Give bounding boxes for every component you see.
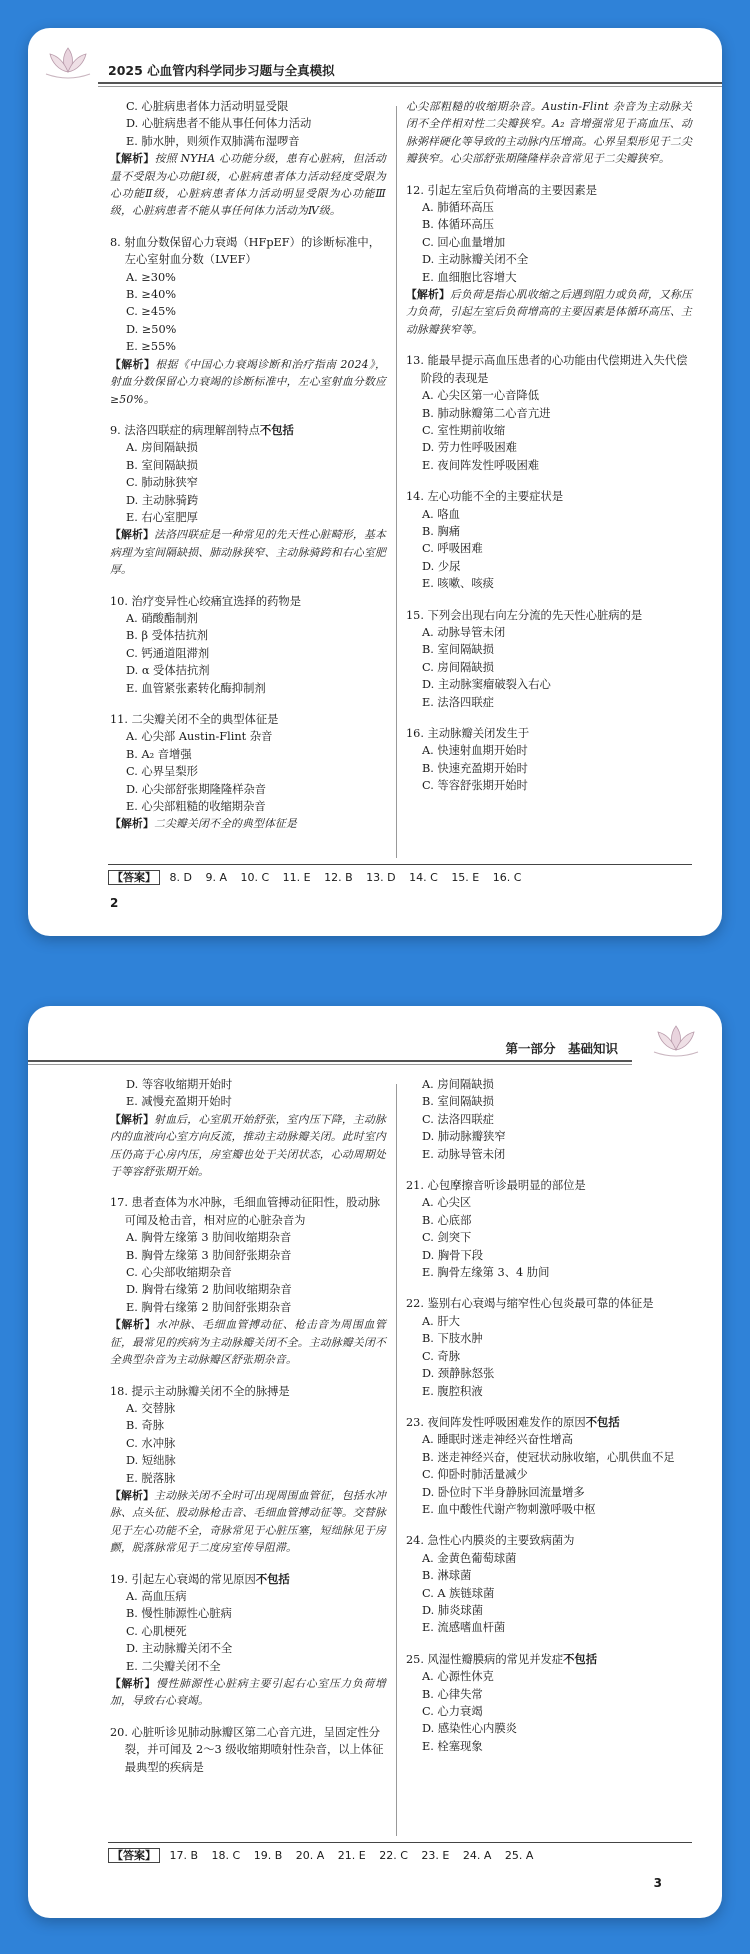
- option: B. 慢性肺源性心脏病: [126, 1607, 232, 1621]
- option: D. 劳力性呼吸困难: [422, 441, 517, 455]
- lotus-logo-icon: [42, 42, 94, 82]
- option: E. 右心室肥厚: [126, 510, 198, 524]
- option: B. β 受体拮抗剂: [126, 629, 209, 643]
- answer-item: 23. E: [421, 1849, 450, 1862]
- stem-text: 19. 引起左心衰竭的常见原因: [110, 1572, 256, 1586]
- option: D. 主动脉瓣关闭不全: [422, 253, 529, 267]
- option: C. 水冲脉: [126, 1436, 176, 1450]
- answer-item: 25. A: [504, 1849, 534, 1862]
- analysis-tag: 【解析】: [110, 1677, 157, 1690]
- question-9: [110, 422, 386, 579]
- option: A. 交替脉: [126, 1401, 176, 1415]
- question-stem: 15. 下列会出现右向左分流的先天性心脏病的是: [406, 608, 643, 622]
- option: E. 栓塞现象: [422, 1739, 483, 1753]
- option: B. 室间隔缺损: [422, 1095, 494, 1109]
- answer-item: 15. E: [451, 871, 480, 884]
- option: A. 心源性休克: [422, 1670, 494, 1684]
- answer-item: 16. C: [492, 871, 522, 884]
- question-stem: 16. 主动脉瓣关闭发生于: [406, 727, 530, 740]
- option: C. 仰卧时肺活量减少: [422, 1468, 528, 1482]
- header-rule-thin: [28, 1064, 632, 1065]
- option: E. 胸骨右缘第 2 肋间舒张期杂音: [126, 1300, 292, 1314]
- option: B. ≥40%: [126, 288, 177, 302]
- option: B. 下肢水肿: [422, 1332, 483, 1346]
- book-page-2: [28, 28, 722, 936]
- question-14: [406, 488, 692, 592]
- stem-emphasis: 不包括: [563, 1652, 598, 1666]
- option: A. 心尖区第一心音降低: [422, 389, 540, 403]
- question-stem: 10. 治疗变异性心绞痛宜选择的药物是: [110, 594, 302, 608]
- answer-key-label: 【答案】: [108, 1848, 160, 1863]
- analysis: [110, 1487, 386, 1557]
- question-stem: 18. 提示主动脉瓣关闭不全的脉搏是: [110, 1384, 290, 1398]
- question-21: [406, 1177, 692, 1281]
- question-20-options: [406, 1076, 692, 1163]
- question-20: [110, 1724, 386, 1776]
- answer-item: 18. C: [211, 1849, 241, 1862]
- option: B. A₂ 音增强: [126, 747, 192, 761]
- analysis-tag: 【解析】: [110, 817, 154, 831]
- option: C. ≥45%: [126, 305, 176, 319]
- lotus-logo-icon: [650, 1020, 702, 1060]
- option: D. α 受体拮抗剂: [126, 664, 210, 678]
- option: B. 肺动脉瓣第二心音亢进: [422, 406, 551, 420]
- left-column: [110, 98, 386, 847]
- option: D. 卧位时下半身静脉回流量增多: [422, 1485, 585, 1499]
- option: C. 肺动脉狭窄: [126, 476, 198, 490]
- question-25: [406, 1651, 692, 1755]
- analysis-text: 慢性肺源性心脏病主要引起右心室压力负荷增加，导致右心衰竭。: [110, 1677, 386, 1708]
- analysis-text: 主动脉关闭不全时可出现周围血管征，包括水冲脉、点头征、股动脉枪击音、毛细血管搏动征等。交替脉见于左心功能不全，奇脉常见于心脏压塞，短绌脉见于房颤，脱落脉常见于二度房室传导阻滞。: [110, 1488, 386, 1555]
- stem-text: 23. 夜间阵发性呼吸困难发作的原因: [406, 1415, 586, 1429]
- option: C. 心界呈梨形: [126, 765, 198, 779]
- question-8: [110, 234, 386, 408]
- option: A. ≥30%: [126, 270, 176, 284]
- option: C. 室性期前收缩: [422, 423, 506, 437]
- option: A. 金黄色葡萄球菌: [422, 1551, 517, 1565]
- option: D. 主动脉瓣关闭不全: [126, 1642, 233, 1656]
- column-divider: [396, 106, 397, 858]
- question-stem: 22. 鉴别右心衰竭与缩窄性心包炎最可靠的体征是: [406, 1297, 654, 1311]
- header-title: 第一部分 基础知识: [505, 1041, 618, 1056]
- answer-key: [108, 1842, 692, 1869]
- option: C. 钙通道阻滞剂: [126, 646, 210, 660]
- option: D. 胸骨右缘第 2 肋间收缩期杂音: [126, 1283, 292, 1297]
- option: B. 奇脉: [126, 1419, 165, 1433]
- question-stem: 11. 二尖瓣关闭不全的典型体征是: [110, 713, 279, 726]
- right-column: [406, 98, 692, 809]
- analysis-tag: 【解析】: [110, 152, 155, 166]
- analysis-tag: 【解析】: [110, 357, 156, 371]
- option: B. 迷走神经兴奋，使冠状动脉收缩，心肌供血不足: [422, 1450, 675, 1464]
- option: E. 肺水肿，则须作双肺满布湿啰音: [126, 134, 300, 148]
- option: E. 血管紧张素转化酶抑制剂: [126, 681, 266, 695]
- question-10: [110, 593, 386, 697]
- analysis-text: 二尖瓣关闭不全的典型体征是: [154, 817, 297, 831]
- analysis: [110, 1675, 386, 1710]
- header-rule: [98, 82, 722, 84]
- option: C. 等容舒张期开始时: [422, 779, 528, 793]
- question-17: [110, 1194, 386, 1368]
- option: C. 剑突下: [422, 1231, 472, 1245]
- question-stem: [110, 1571, 386, 1588]
- option: C. 奇脉: [422, 1349, 461, 1363]
- answer-item: 11. E: [282, 871, 311, 884]
- answer-item: 22. C: [379, 1849, 408, 1862]
- option: B. 胸痛: [422, 524, 461, 538]
- option: A. 房间隔缺损: [422, 1078, 494, 1091]
- question-stem: 21. 心包摩擦音听诊最明显的部位是: [406, 1179, 586, 1193]
- analysis-text: 根据《中国心力衰竭诊断和治疗指南 2024》，射血分数保留心力衰竭的诊断标准中，左心室射血分数应≥50%。: [110, 357, 386, 406]
- analysis: [110, 1111, 386, 1181]
- question-stem: 17. 患者查体为水冲脉，毛细血管搏动征阳性，股动脉可闻及枪击音，相对应的心脏杂音为: [110, 1196, 381, 1227]
- question-stem: 14. 左心功能不全的主要症状是: [406, 490, 564, 504]
- analysis: [110, 526, 386, 578]
- page-number: 2: [110, 896, 119, 910]
- analysis: [110, 1316, 386, 1368]
- column-divider: [396, 1084, 397, 1836]
- option: D. 感染性心内膜炎: [422, 1722, 517, 1736]
- analysis-tag: 【解析】: [110, 1488, 155, 1502]
- answer-item: 24. A: [462, 1849, 492, 1862]
- option: B. 快速充盈期开始时: [422, 761, 528, 775]
- answer-item: 8. D: [169, 871, 192, 884]
- stem-text: 25. 风湿性瓣膜病的常见并发症: [406, 1652, 564, 1666]
- option: E. 血细胞比容增大: [422, 270, 517, 284]
- answer-item: 10. C: [240, 871, 270, 884]
- analysis: [406, 286, 692, 338]
- option: D. 胸骨下段: [422, 1248, 484, 1262]
- question-stem: [110, 422, 386, 439]
- option: A. 高血压病: [126, 1589, 187, 1603]
- stem-text: 9. 法洛四联症的病理解剖特点: [110, 423, 260, 437]
- option: B. 室间隔缺损: [126, 458, 198, 472]
- option: B. 胸骨左缘第 3 肋间舒张期杂音: [126, 1248, 292, 1262]
- answer-item: 13. D: [366, 871, 396, 884]
- analysis-tag: 【解析】: [110, 1112, 155, 1126]
- question-stem: 20. 心脏听诊见肺动脉瓣区第二心音亢进，呈固定性分裂，并可闻及 2～3 级收缩期喷射性杂音，以上体征最典型的疾病是: [110, 1725, 384, 1774]
- option: A. 肺循环高压: [422, 201, 494, 215]
- analysis: [110, 815, 386, 832]
- page-header: [28, 1006, 722, 1074]
- option: A. 咯血: [422, 507, 460, 521]
- option: D. 心尖部舒张期隆隆样杂音: [126, 782, 267, 796]
- answer-item: 14. C: [409, 871, 438, 884]
- header-rule: [28, 1060, 632, 1062]
- question-stem: 8. 射血分数保留心力衰竭（HFpEF）的诊断标准中，左心室射血分数（LVEF）: [110, 235, 381, 267]
- option: D. ≥50%: [126, 322, 177, 336]
- answer-item: 12. B: [324, 871, 353, 884]
- question-stem: [406, 1414, 692, 1431]
- option: D. 肺动脉瓣狭窄: [422, 1130, 506, 1144]
- question-18: [110, 1383, 386, 1557]
- question-stem: [406, 1651, 692, 1668]
- question-15: [406, 607, 692, 711]
- option: C. A 族链球菌: [422, 1586, 495, 1600]
- answer-key-label: 【答案】: [108, 870, 160, 885]
- option: C. 心力衰竭: [422, 1705, 483, 1718]
- book-page-3: [28, 1006, 722, 1918]
- analysis-text: 按照 NYHA 心功能分级，患有心脏病，但活动量不受限为心功能Ⅰ级，心脏病患者体力活动轻度受限为心功能Ⅱ级，心脏病患者体力活动明显受限为心功能Ⅲ级，心脏病患者不能从事任何体力活动为Ⅳ级。: [110, 152, 386, 218]
- option: D. 肺炎球菌: [422, 1603, 484, 1617]
- question-7-tail: [110, 98, 386, 220]
- option: E. 心尖部粗糙的收缩期杂音: [126, 800, 266, 814]
- question-stem: 13. 能最早提示高血压患者的心功能由代偿期进入失代偿阶段的表现是: [406, 354, 688, 385]
- option: E. 动脉导管未闭: [422, 1147, 506, 1161]
- option: B. 淋球菌: [422, 1569, 472, 1583]
- option: E. 流感嗜血杆菌: [422, 1621, 506, 1635]
- option: E. 二尖瓣关闭不全: [126, 1659, 221, 1673]
- option: A. 动脉导管未闭: [422, 625, 506, 639]
- option: C. 房间隔缺损: [422, 660, 494, 674]
- page-header: [28, 28, 722, 96]
- option: B. 体循环高压: [422, 218, 494, 232]
- option: A. 硝酸酯制剂: [126, 611, 198, 625]
- option: A. 心尖部 Austin-Flint 杂音: [126, 730, 273, 744]
- option: E. 脱落脉: [126, 1471, 176, 1485]
- question-13: [406, 352, 692, 474]
- answer-item: 19. B: [253, 1849, 283, 1862]
- question-24: [406, 1532, 692, 1636]
- stem-emphasis: 不包括: [255, 1572, 290, 1586]
- question-11-continued: [406, 98, 692, 168]
- stem-emphasis: 不包括: [259, 423, 294, 437]
- option: B. 室间隔缺损: [422, 643, 494, 657]
- option: A. 快速射血期开始时: [422, 744, 528, 758]
- option: E. ≥55%: [126, 340, 177, 354]
- left-column: [110, 1076, 386, 1790]
- analysis-tag: 【解析】: [406, 288, 450, 302]
- question-23: [406, 1414, 692, 1518]
- option: A. 房间隔缺损: [126, 441, 198, 455]
- question-16: [406, 725, 692, 795]
- option: A. 睡眠时迷走神经兴奋性增高: [422, 1433, 573, 1447]
- option: A. 肝大: [422, 1314, 460, 1328]
- question-11: [110, 711, 386, 833]
- question-12: [406, 182, 692, 339]
- option: C. 呼吸困难: [422, 542, 483, 556]
- option: E. 血中酸性代谢产物刺激呼吸中枢: [422, 1502, 596, 1516]
- option: D. 心脏病患者不能从事任何体力活动: [126, 117, 312, 131]
- answer-item: 17. B: [169, 1849, 199, 1862]
- header-rule-thin: [98, 86, 722, 87]
- option: B. 心底部: [422, 1213, 472, 1227]
- option: C. 法洛四联症: [422, 1112, 494, 1126]
- option: C. 心脏病患者体力活动明显受限: [126, 100, 289, 113]
- option: E. 腹腔积液: [422, 1384, 483, 1398]
- question-22: [406, 1295, 692, 1399]
- stem-emphasis: 不包括: [585, 1415, 620, 1429]
- option: D. 主动脉窦瘤破裂入右心: [422, 678, 551, 692]
- option: C. 心尖部收缩期杂音: [126, 1266, 232, 1280]
- option: B. 心律失常: [422, 1687, 483, 1701]
- option: A. 心尖区: [422, 1196, 472, 1210]
- option: E. 法洛四联症: [422, 695, 494, 709]
- option: D. 等容收缩期开始时: [126, 1078, 233, 1091]
- option: D. 短绌脉: [126, 1454, 176, 1468]
- question-16-tail: [110, 1076, 386, 1180]
- option: E. 咳嗽、咳痰: [422, 577, 494, 591]
- question-stem: 12. 引起左室后负荷增高的主要因素是: [406, 183, 598, 197]
- question-stem: 24. 急性心内膜炎的主要致病菌为: [406, 1534, 575, 1548]
- analysis: [110, 150, 386, 220]
- option: E. 减慢充盈期开始时: [126, 1095, 232, 1109]
- option: E. 胸骨左缘第 3、4 肋间: [422, 1266, 550, 1280]
- answer-item: 21. E: [337, 1849, 366, 1862]
- analysis-text: 射血后，心室肌开始舒张，室内压下降，主动脉内的血液向心室方向反流，推动主动脉瓣关闭。此时室内压仍高于心房内压，房室瓣也处于关闭状态，心动周期处于等容舒张期开始。: [110, 1112, 386, 1179]
- header-title: 2025 心血管内科学同步习题与全真模拟: [108, 63, 335, 78]
- option: E. 夜间阵发性呼吸困难: [422, 458, 540, 472]
- right-column: [406, 1076, 692, 1769]
- analysis-text: 水冲脉、毛细血管搏动征、枪击音为周围血管征，最常见的疾病为主动脉瓣关闭不全。主动脉瓣关闭不全典型杂音为主动脉瓣区舒张期杂音。: [110, 1318, 386, 1367]
- option: C. 回心血量增加: [422, 235, 506, 249]
- analysis-text: 后负荷是指心肌收缩之后遇到阻力或负荷，又称压力负荷，引起左室后负荷增高的主要因素是体循环高压、主动脉瓣狭窄等。: [406, 288, 692, 336]
- analysis-tag: 【解析】: [110, 528, 155, 542]
- option: D. 颈静脉怒张: [422, 1367, 495, 1381]
- option: C. 心肌梗死: [126, 1624, 187, 1638]
- option: D. 主动脉骑跨: [126, 493, 199, 507]
- analysis-text: 心尖部粗糙的收缩期杂音。Austin-Flint 杂音为主动脉关闭不全伴相对性二尖瓣狭窄。A₂ 音增强常见于高血压、动脉粥样硬化等导致的主动脉内压增高。心界呈梨形见于二尖瓣狭窄。心尖部舒张期隆隆样杂音常见于二尖瓣狭窄。: [406, 100, 692, 166]
- answer-item: 20. A: [295, 1849, 325, 1862]
- option: D. 少尿: [422, 559, 461, 573]
- answer-key: [108, 864, 692, 891]
- option: A. 胸骨左缘第 3 肋间收缩期杂音: [126, 1231, 292, 1245]
- question-19: [110, 1571, 386, 1710]
- analysis: [110, 356, 386, 408]
- page-number: 3: [653, 1876, 662, 1890]
- analysis-text: 法洛四联症是一种常见的先天性心脏畸形，基本病理为室间隔缺损、肺动脉狭窄、主动脉骑跨和右心室肥厚。: [110, 528, 386, 577]
- analysis-tag: 【解析】: [110, 1318, 157, 1332]
- answer-item: 9. A: [205, 871, 227, 884]
